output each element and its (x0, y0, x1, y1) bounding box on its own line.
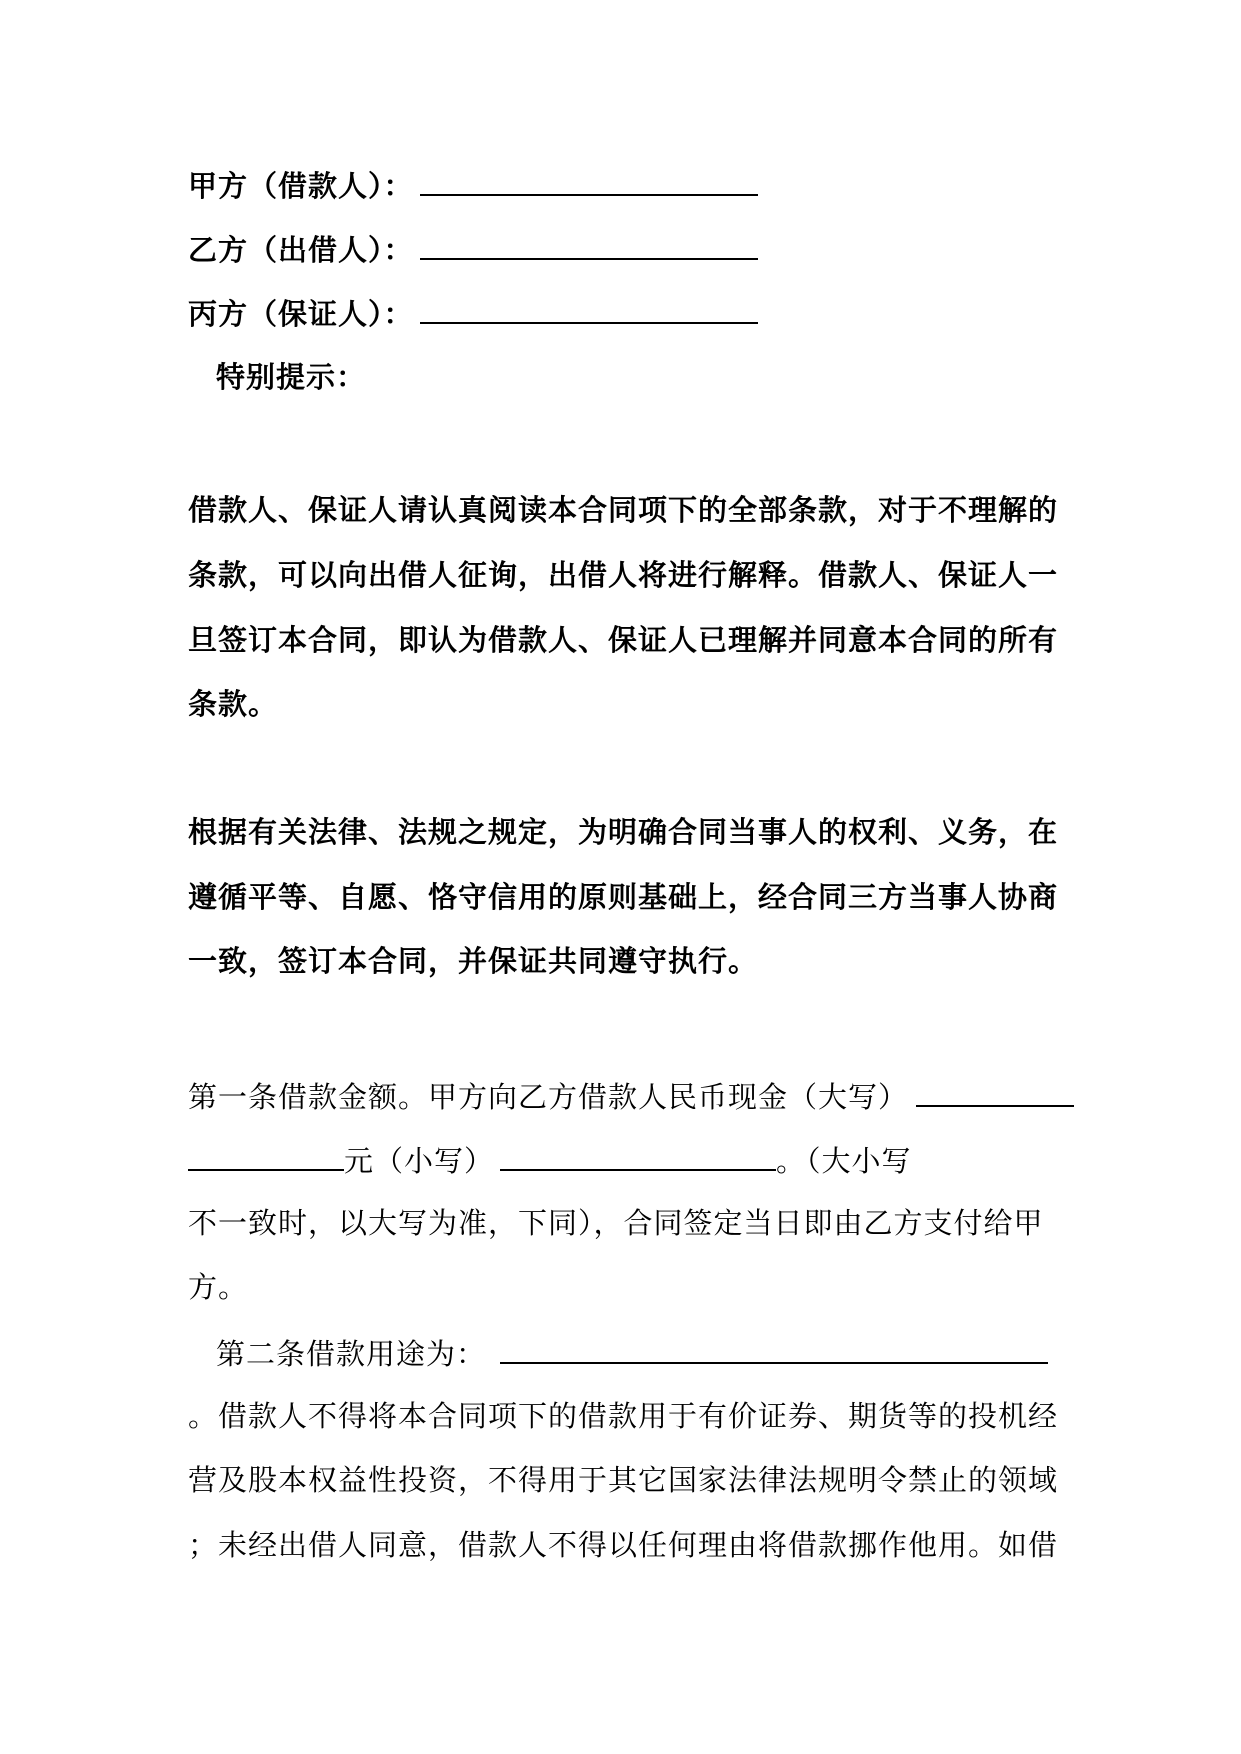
preamble-line: 遵循平等、自愿、恪守信用的原则基础上，经合同三方当事人协商 (188, 880, 1059, 914)
article1-line4: 方。 (188, 1270, 249, 1304)
article2-line4: ；未经出借人同意，借款人不得以任何理由将借款挪作他用。如借 (188, 1528, 1059, 1562)
party-borrower-label: 甲方（借款人）： (188, 169, 414, 203)
article2-line3: 营及股本权益性投资，不得用于其它国家法律法规明令禁止的领域 (188, 1463, 1059, 1497)
party-borrower-line (188, 164, 758, 206)
loan-purpose-blank[interactable] (500, 1332, 1048, 1364)
party-guarantor-blank[interactable] (420, 292, 758, 324)
article2-line2: 。借款人不得将本合同项下的借款用于有价证券、期货等的投机经 (188, 1399, 1059, 1433)
notice-line: 条款，可以向出借人征询，出借人将进行解释。借款人、保证人一 (188, 558, 1059, 592)
article1-text: 。（大小写 (776, 1144, 912, 1178)
preamble-line: 一致，签订本合同，并保证共同遵守执行。 (188, 944, 759, 978)
party-lender-label: 乙方（出借人）： (188, 233, 414, 267)
article2-text: 第二条借款用途为： (216, 1337, 487, 1371)
notice-line: 旦签订本合同，即认为借款人、保证人已理解并同意本合同的所有 (188, 623, 1059, 657)
article1-line3: 不一致时，以大写为准，下同），合同签定当日即由乙方支付给甲 (188, 1206, 1044, 1240)
amount-uppercase-blank[interactable] (916, 1075, 1074, 1107)
party-guarantor-line (188, 292, 758, 334)
preamble-line: 根据有关法律、法规之规定，为明确合同当事人的权利、义务，在 (188, 815, 1059, 849)
article1-line1 (188, 1075, 1074, 1117)
amount-uppercase-blank-cont[interactable] (188, 1139, 344, 1171)
party-lender-line (188, 228, 758, 270)
notice-line: 借款人、保证人请认真阅读本合同项下的全部条款，对于不理解的 (188, 493, 1059, 527)
article1-text: 元（小写） (344, 1144, 495, 1178)
notice-heading: 特别提示： (216, 360, 367, 394)
notice-line: 条款。 (188, 687, 279, 721)
article1-line2 (188, 1139, 912, 1181)
party-lender-blank[interactable] (420, 228, 758, 260)
party-borrower-blank[interactable] (420, 164, 758, 196)
article2-line1 (216, 1332, 1048, 1374)
article1-text: 第一条借款金额。甲方向乙方借款人民币现金（大写） (188, 1080, 909, 1114)
amount-lowercase-blank[interactable] (500, 1139, 776, 1171)
party-guarantor-label: 丙方（保证人）： (188, 297, 414, 331)
